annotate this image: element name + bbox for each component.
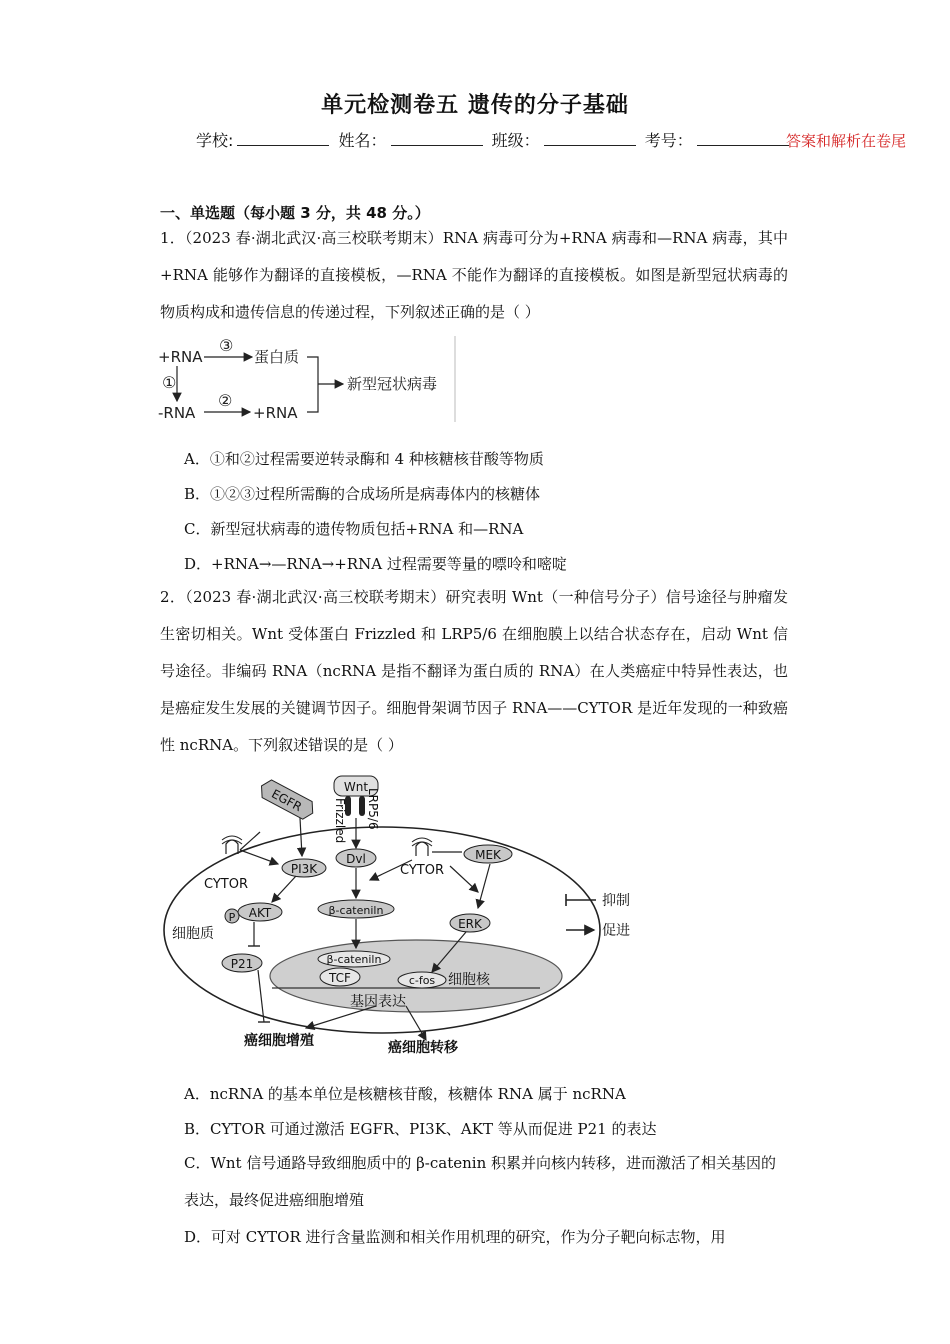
cytor-right-label: CYTOR <box>400 863 444 878</box>
section-heading: 一、单选题（每小题 3 分，共 48 分。） <box>160 204 430 222</box>
akt-label: AKT <box>248 906 272 920</box>
plus-rna-top: +RNA <box>158 348 203 366</box>
cytoplasm-label: 细胞质 <box>172 926 214 942</box>
metastasis-label: 癌细胞转移 <box>388 1040 458 1056</box>
step-1-label: ① <box>162 373 177 392</box>
cytor-left-coil <box>222 836 242 844</box>
nucleus-label: 细胞核 <box>448 972 490 988</box>
question-2-option-d[interactable]: D．可对 CYTOR 进行含量监测和相关作用机理的研究，作为分子靶向标志物，用 <box>184 1228 726 1246</box>
pi3k-label: PI3K <box>290 862 318 876</box>
wnt-label: Wnt <box>343 780 369 794</box>
cfos-label: c-fos <box>408 974 436 987</box>
student-info-row <box>196 128 793 151</box>
tcf-label: TCF <box>329 971 351 985</box>
legend-promote-label: 促进 <box>602 923 630 939</box>
frizzled-label: Frizzled <box>333 798 347 844</box>
legend-inhibit-label: 抑制 <box>602 893 630 909</box>
question-1-stem: 1．（2023 春·湖北武汉·高三校联考期末）RNA 病毒可分为+RNA 病毒和—RNA 病毒，其中+RNA 能够作为翻译的直接模板，—RNA 不能作为翻译的直接模板。如图是新型冠状病毒的物质构成和遗传信息的传递过程，下列叙述正确的是（ ） <box>160 229 788 321</box>
erk-label: ERK <box>458 917 482 931</box>
cytor-left-icon <box>226 840 238 854</box>
gene-expression-label: 基因表达 <box>350 994 406 1010</box>
question-2-option-c[interactable]: C．Wnt 信号通路导致细胞质中的 β-catenin 积累并向核内转移，进而激活了相关基因的表达，最终促进癌细胞增殖 <box>184 1154 776 1209</box>
beta-catenin-label: β-cateniln <box>328 904 384 917</box>
question-2-option-a[interactable]: A．ncRNA 的基本单位是核糖核苷酸，核糖体 RNA 属于 ncRNA <box>184 1085 626 1103</box>
wnt-pathway-diagram <box>160 770 640 1060</box>
protein-label: 蛋白质 <box>254 348 300 366</box>
proliferation-label: 癌细胞增殖 <box>244 1033 314 1049</box>
question-1-option-b[interactable]: B．①②③过程所需酶的合成场所是病毒体内的核糖体 <box>184 485 541 503</box>
cytor-right-coil <box>412 838 432 846</box>
arrow-gene-proliferation <box>306 1006 376 1028</box>
question-1-option-a[interactable]: A．①和②过程需要逆转录酶和 4 种核糖核苷酸等物质 <box>184 450 544 468</box>
beta-catenin-nucleus-label: β-cateniln <box>326 953 382 966</box>
arrow-cytor-erk <box>450 866 478 892</box>
bracket <box>307 357 318 412</box>
egfr-node <box>257 777 318 822</box>
exam-number-blank <box>697 131 789 146</box>
question-1-option-c[interactable]: C．新型冠状病毒的遗传物质包括+RNA 和—RNA <box>184 520 524 538</box>
name-blank <box>391 131 483 146</box>
class-blank <box>544 131 636 146</box>
arrow-mek-erk <box>478 864 490 908</box>
question-1-option-d[interactable]: D．+RNA→—RNA→+RNA 过程需要等量的嘌呤和嘧啶 <box>184 555 567 573</box>
cytor-right-icon <box>416 842 428 856</box>
lrp-label: LRP5/6 <box>366 788 380 830</box>
school-label: 学校: <box>196 131 234 150</box>
mek-label: MEK <box>475 848 501 862</box>
question-2-stem: 2．（2023 春·湖北武汉·高三校联考期末）研究表明 Wnt（一种信号分子）信号途径与肿瘤发生密切相关。Wnt 受体蛋白 Frizzled 和 LRP5/6 在细胞膜上以结合状态存在，启动 Wnt 信号途径。非编码 RNA（ncRNA 是指不翻译为蛋白质的 RNA）在人类癌症中特异性表达，也是癌症发生发展的关键调节因子。细胞骨架调节因子 RNA——CYTOR 是近年发现的一种致癌性 ncRNA。下列叙述错误的是（ ） <box>160 588 788 754</box>
cytor-left-label: CYTOR <box>204 877 248 892</box>
arrow-egfr-pi3k <box>300 818 302 856</box>
class-label: 班级： <box>491 131 540 150</box>
minus-rna: -RNA <box>158 404 196 422</box>
dvl-label: Dvl <box>346 852 366 866</box>
lrp-receptor <box>359 796 365 816</box>
plus-rna-bottom: +RNA <box>253 404 298 422</box>
school-blank <box>237 131 329 146</box>
rna-replication-diagram <box>155 334 465 426</box>
egfr-label: EGFR <box>269 786 305 815</box>
arrow-pi3k-akt <box>272 876 296 902</box>
p21-label: P21 <box>230 957 254 971</box>
answer-note: 答案和解析在卷尾 <box>786 132 907 150</box>
name-label: 姓名： <box>338 131 387 150</box>
page-title: 单元检测卷五 遗传的分子基础 <box>321 93 629 118</box>
exam-number-label: 考号： <box>644 131 693 150</box>
question-2-option-b[interactable]: B．CYTOR 可通过激活 EGFR、PI3K、AKT 等从而促进 P21 的表达 <box>184 1120 657 1138</box>
step-2-label: ② <box>218 391 233 410</box>
arrow-cytor-pi3k <box>240 850 278 864</box>
step-3-label: ③ <box>219 336 234 355</box>
p-label: P <box>228 911 236 924</box>
virus-label: 新型冠状病毒 <box>347 375 438 393</box>
